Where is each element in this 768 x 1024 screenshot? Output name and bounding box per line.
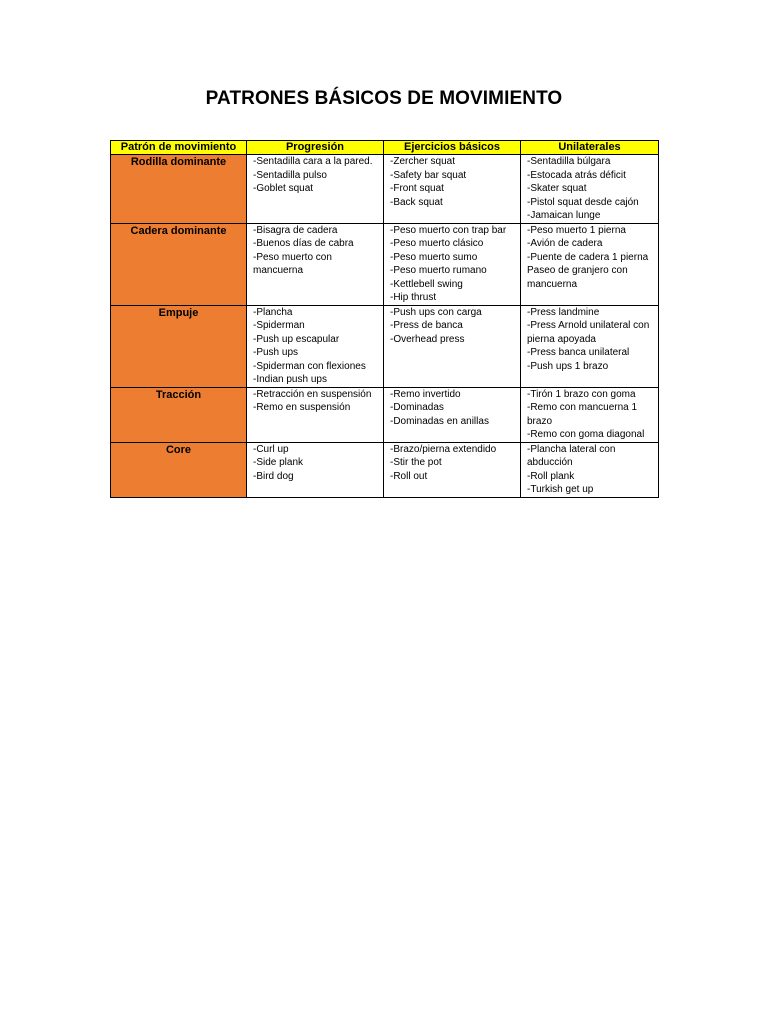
progresion-cell bbox=[247, 442, 384, 497]
exercise-item: Paseo de granjero con mancuerna bbox=[527, 265, 628, 290]
pattern-cell: Cadera dominante bbox=[111, 223, 247, 305]
exercise-item: -Overhead press bbox=[390, 333, 465, 345]
pattern-cell: Tracción bbox=[111, 387, 247, 442]
basicos-cell bbox=[384, 155, 521, 224]
exercise-item: -Remo en suspensión bbox=[253, 402, 351, 413]
table-row bbox=[111, 387, 659, 442]
exercise-item: -Tirón 1 brazo con goma bbox=[527, 388, 636, 400]
exercise-item: -Roll out bbox=[390, 470, 428, 482]
basicos-cell bbox=[384, 223, 521, 305]
exercise-item: -Jamaican lunge bbox=[527, 210, 601, 221]
exercise-item: -Bird dog bbox=[253, 470, 294, 482]
table-row bbox=[111, 155, 659, 224]
exercise-item: -Pistol squat desde cajón bbox=[527, 196, 639, 208]
exercise-item: -Back squat bbox=[390, 196, 443, 208]
header-progresion: Progresión bbox=[247, 141, 384, 155]
exercise-item: -Avión de cadera bbox=[527, 238, 603, 249]
basicos-cell bbox=[384, 387, 521, 442]
exercise-item: -Remo invertido bbox=[390, 388, 461, 400]
exercise-item: -Front squat bbox=[390, 183, 444, 194]
progresion-cell bbox=[247, 305, 384, 387]
progresion-cell bbox=[247, 387, 384, 442]
table-body bbox=[111, 155, 659, 498]
basicos-cell bbox=[384, 442, 521, 497]
exercise-item: -Skater squat bbox=[527, 183, 587, 194]
exercise-item: -Indian push ups bbox=[253, 374, 327, 385]
header-ejercicios-basicos: Ejercicios básicos bbox=[384, 141, 521, 155]
exercise-item: -Plancha lateral con abducción bbox=[527, 443, 616, 468]
exercise-item: -Estocada atrás déficit bbox=[527, 169, 626, 181]
exercise-item: -Spiderman con flexiones bbox=[253, 360, 366, 372]
exercise-item: -Spiderman bbox=[253, 320, 305, 331]
exercise-item: -Press landmine bbox=[527, 306, 600, 318]
exercise-item: -Goblet squat bbox=[253, 183, 314, 194]
table-header-row bbox=[111, 141, 659, 155]
progresion-cell bbox=[247, 155, 384, 224]
exercise-item: -Dominadas bbox=[390, 402, 444, 413]
unilaterales-cell bbox=[521, 305, 659, 387]
exercise-item: -Bisagra de cadera bbox=[253, 224, 338, 236]
exercise-item: -Turkish get up bbox=[527, 484, 594, 495]
unilaterales-cell bbox=[521, 387, 659, 442]
exercise-item: -Stir the pot bbox=[390, 457, 442, 468]
exercise-item: -Curl up bbox=[253, 443, 289, 455]
exercise-item: -Remo con goma diagonal bbox=[527, 429, 645, 440]
exercise-item: -Peso muerto con trap bar bbox=[390, 224, 507, 236]
exercise-item: -Side plank bbox=[253, 457, 304, 468]
pattern-cell: Rodilla dominante bbox=[111, 155, 247, 224]
exercise-item: -Peso muerto sumo bbox=[390, 251, 478, 263]
exercise-item: -Sentadilla cara a la pared. bbox=[253, 156, 373, 167]
exercise-item: -Brazo/pierna extendido bbox=[390, 443, 497, 455]
exercise-item: -Retracción en suspensión bbox=[253, 388, 372, 400]
exercise-item: -Kettlebell swing bbox=[390, 278, 463, 290]
header-unilaterales: Unilaterales bbox=[521, 141, 659, 155]
exercise-item: -Roll plank bbox=[527, 470, 575, 482]
unilaterales-cell bbox=[521, 442, 659, 497]
exercise-item: -Sentadilla búlgara bbox=[527, 156, 611, 167]
exercise-item: -Push ups con carga bbox=[390, 306, 482, 318]
exercise-item: -Puente de cadera 1 pierna bbox=[527, 251, 649, 263]
table-row bbox=[111, 442, 659, 497]
exercise-item: -Zercher squat bbox=[390, 156, 456, 167]
exercise-item: -Hip thrust bbox=[390, 292, 437, 303]
pattern-cell: Core bbox=[111, 442, 247, 497]
exercise-item: -Push ups 1 brazo bbox=[527, 360, 609, 372]
header-patron: Patrón de movimiento bbox=[111, 141, 247, 155]
exercise-item: -Peso muerto clásico bbox=[390, 238, 484, 249]
exercise-item: -Peso muerto con mancuerna bbox=[253, 251, 332, 276]
exercise-item: -Dominadas en anillas bbox=[390, 415, 489, 427]
page-title: PATRONES BÁSICOS DE MOVIMIENTO bbox=[205, 88, 563, 109]
movement-patterns-table bbox=[110, 140, 659, 498]
exercise-item: -Peso muerto 1 pierna bbox=[527, 224, 626, 236]
exercise-item: -Press Arnold unilateral con pierna apoyada bbox=[527, 320, 650, 345]
unilaterales-cell bbox=[521, 155, 659, 224]
exercise-item: -Press banca unilateral bbox=[527, 347, 630, 358]
unilaterales-cell bbox=[521, 223, 659, 305]
exercise-item: -Sentadilla pulso bbox=[253, 169, 327, 181]
progresion-cell bbox=[247, 223, 384, 305]
exercise-item: -Buenos días de cabra bbox=[253, 238, 354, 249]
exercise-item: -Plancha bbox=[253, 306, 293, 318]
exercise-item: -Press de banca bbox=[390, 320, 463, 331]
table-row bbox=[111, 223, 659, 305]
exercise-item: -Remo con mancuerna 1 brazo bbox=[527, 402, 638, 427]
pattern-cell: Empuje bbox=[111, 305, 247, 387]
exercise-item: -Push ups bbox=[253, 347, 299, 358]
basicos-cell bbox=[384, 305, 521, 387]
exercise-item: -Safety bar squat bbox=[390, 169, 467, 181]
exercise-item: -Peso muerto rumano bbox=[390, 265, 487, 276]
exercise-item: -Push up escapular bbox=[253, 333, 340, 345]
table-row bbox=[111, 305, 659, 387]
